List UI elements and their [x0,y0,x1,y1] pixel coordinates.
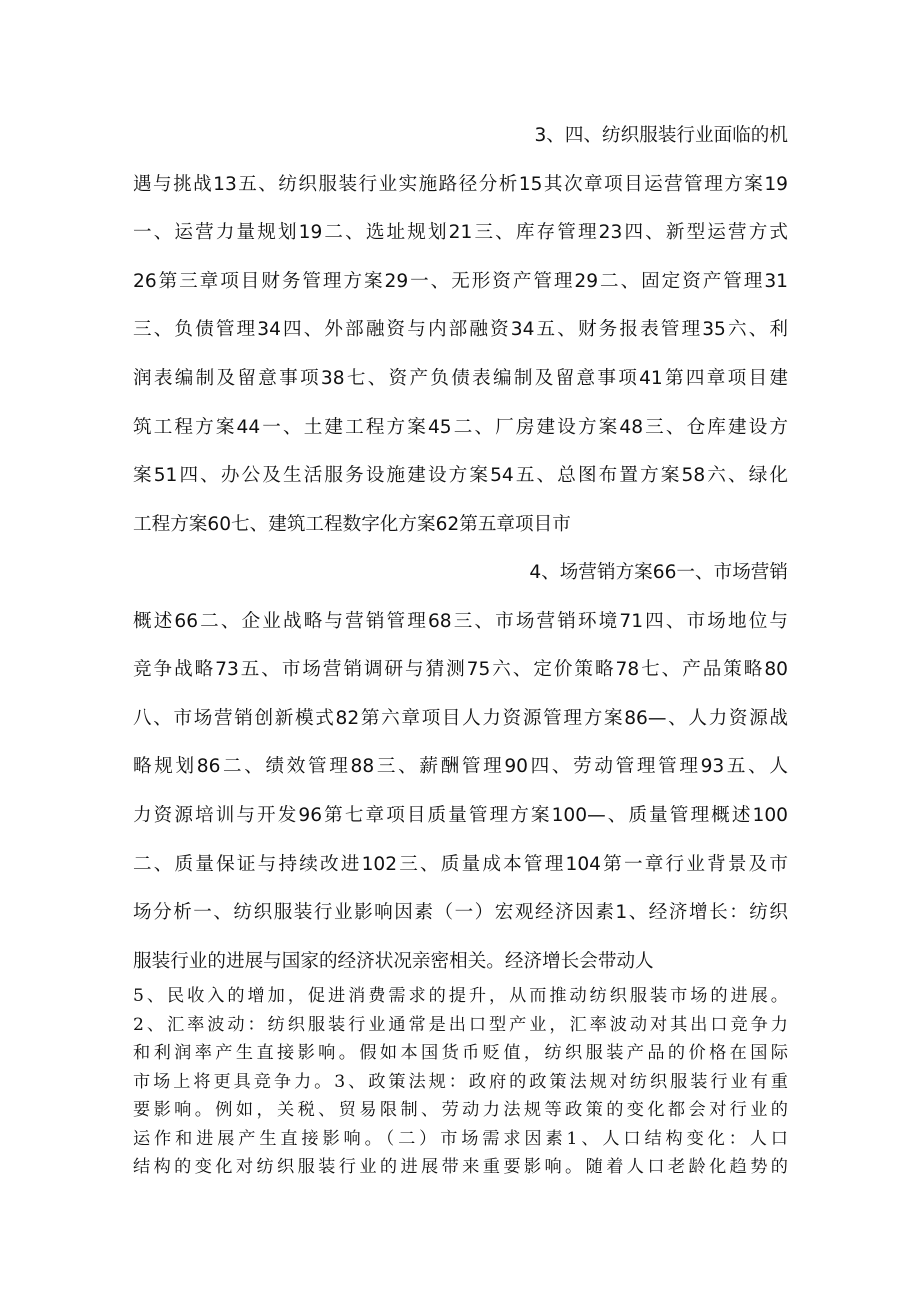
body-line: 市场上将更具竞争力。3、政策法规：政府的政策法规对纺织服装行业有重 [133,1071,788,1092]
toc-line: 26第三章项目财务管理方案29一、无形资产管理29二、固定资产管理31 [133,270,788,292]
toc-line: 概述66二、企业战略与营销管理68三、市场营销环境71四、市场地位与 [133,610,788,632]
toc-line: 服装行业的进展与国家的经济状况亲密相关。经济增长会带动人 [133,950,654,972]
toc-line: 略规划86二、绩效管理88三、薪酬管理90四、劳动管理管理93五、人 [133,756,788,778]
body-paragraph [133,982,788,1182]
toc-line: 工程方案60七、建筑工程数字化方案62第五章项目市 [133,513,571,535]
toc-line: 二、质量保证与持续改进102三、质量成本管理104第一章行业背景及市 [133,853,788,875]
toc-line: 4、场营销方案66一、市场营销 [529,562,788,583]
toc-line: 力资源培训与开发96第七章项目质量管理方案100—、质量管理概述100 [133,804,788,826]
toc-block-2 [133,549,788,986]
body-line: 2、汇率波动：纺织服装行业通常是出口型产业，汇率波动对其出口竞争力 [133,1014,788,1035]
body-line: 结构的变化对纺织服装行业的进展带来重要影响。随着人口老龄化趋势的 [133,1157,788,1177]
toc-line: 场分析一、纺织服装行业影响因素（一）宏观经济因素1、经济增长：纺织 [133,902,788,924]
toc-line: 三、负债管理34四、外部融资与内部融资34五、财务报表管理35六、利 [133,319,788,341]
toc-line: 润表编制及留意事项38七、资产负债表编制及留意事项41第四章项目建 [133,367,788,389]
toc-line: 一、运营力量规划19二、选址规划21三、库存管理23四、新型运营方式 [133,222,788,244]
body-line: 和利润率产生直接影响。假如本国货币贬值，纺织服装产品的价格在国际 [133,1043,788,1063]
body-line: 运作和进展产生直接影响。（二）市场需求因素1、人口结构变化：人口 [133,1128,788,1149]
body-line: 要影响。例如，关税、贸易限制、劳动力法规等政策的变化都会对行业的 [133,1100,788,1120]
body-line: 5、民收入的增加，促进消费需求的提升，从而推动纺织服装市场的进展。 [133,986,788,1006]
toc-line: 竞争战略73五、市场营销调研与猜测75六、定价策略78七、产品策略80 [133,659,788,681]
toc-line: 案51四、办公及生活服务设施建设方案54五、总图布置方案58六、绿化 [133,465,788,487]
toc-line: 八、市场营销创新模式82第六章项目人力资源管理方案86—、人力资源战 [133,707,788,729]
toc-line: 筑工程方案44一、土建工程方案45二、厂房建设方案48三、仓库建设方 [133,416,788,438]
toc-line: 遇与挑战13五、纺织服装行业实施路径分析15其次章项目运营管理方案19 [133,173,788,195]
toc-block-1 [133,112,788,549]
toc-line: 3、四、纺织服装行业面临的机 [534,125,788,146]
